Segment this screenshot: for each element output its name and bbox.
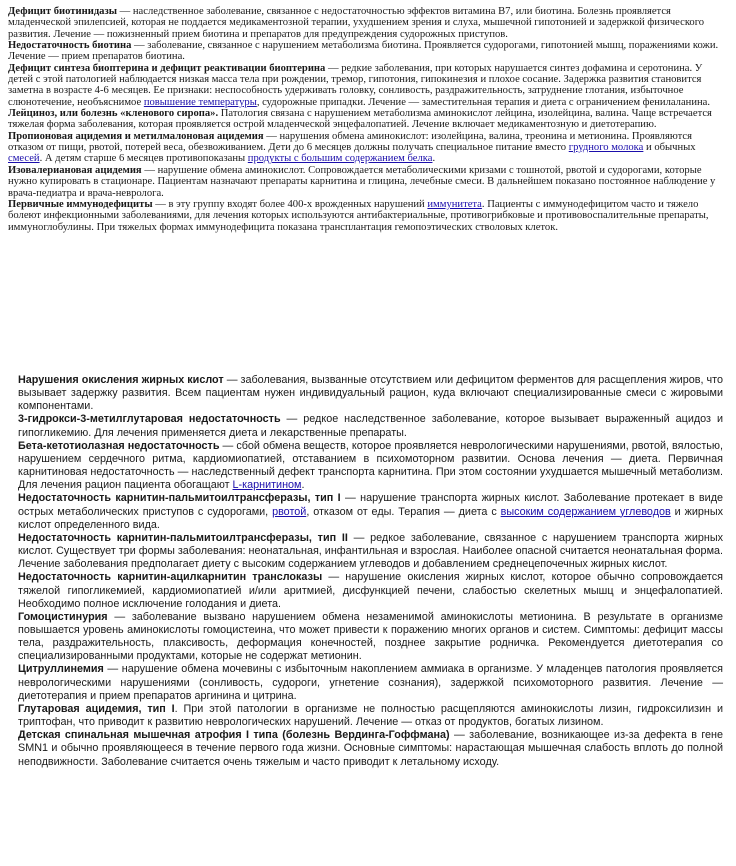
disease-entry bbox=[18, 703, 723, 729]
description-text: — заболевание, возникающее из-за дефекта в гене SMN1 и обычно проявляющееся в течение первого года жизни. Основные симптомы: нарастающая мышечная слабость вплоть до полной неподвижности. Заболевание считается очень тяжелым и часто приводит к летальному исходу. bbox=[18, 729, 723, 768]
disease-entry bbox=[18, 611, 723, 664]
link-l-carnitine[interactable]: L-карнитином bbox=[232, 479, 302, 492]
disease-term: Нарушения окисления жирных кислот bbox=[18, 374, 224, 386]
disease-term: Гомоцистинурия bbox=[18, 610, 108, 623]
disease-entry bbox=[8, 108, 726, 131]
description-text: — нарушение окисления жирных кислот, которое обычно сопровождается тяжелой гипогликемией, кардиомиопатией и/или аритмией, дисфункцией печени, слабостью скелетных мышц и энцефалопатией. Необходимо полное исключение голодания и диета. bbox=[18, 571, 723, 610]
disease-term: Первичные иммунодефициты bbox=[8, 198, 153, 210]
link-high-carb[interactable]: высоким содержанием углеводов bbox=[500, 505, 671, 518]
description-text: — заболевание вызвано нарушением обмена незаменимой аминокислоты метионина. В результате в организме повышается уровень аминокислоты гомоцистеина, что может привести к поражению многих органов и систем. Симптомы: дефицит массы тела, раздражительность, плаксивость, деформация конечностей, позднее закрытие родничка. Рекомендуется диетотерапия со специализированными продуктами, которые не содержат метионин. bbox=[18, 610, 723, 663]
disease-term: Дефицит биотинидазы bbox=[8, 6, 117, 17]
disease-entry bbox=[8, 165, 726, 199]
disease-term: 3-гидрокси-3-метилглутаровая недостаточность bbox=[18, 413, 281, 426]
disease-entry bbox=[8, 63, 726, 108]
disease-entry bbox=[8, 6, 726, 40]
description-text: — наследственное заболевание, связанное с недостаточностью эффектов витамина B7, или биотина. Болезнь проявляется младенческой эпилепсией, которая не поддается медикаментозной терапии, ухудшением зрения и слуха, мышечной гипотонией и задержкой физического развития. Лечение — пожизненный прием биотина и препаратов для предупреждения судорожных приступов. bbox=[8, 6, 705, 40]
link-fever[interactable]: повышение температуры bbox=[143, 96, 257, 108]
description-text: — нарушение обмена аминокислот. Сопровождается метаболическими кризами с тошнотой, рвотой и судорогами, которые нужно купировать в стационаре. Пациентам назначают препараты карнитина и глицина, лечебные смеси. В дальнейшем показано постоянное наблюдение у врача-педиатра и врача-невролога. bbox=[8, 164, 716, 199]
description-text: . Пациенты с иммунодефицитом часто и тяжело болеют инфекционными заболеваниями, для лечения которых используются антибактериальные, противогрибковые и противовоспалительные препараты, иммуноглобулины. При тяжелых формах иммунодефицита показана трансплантация гемопоэтических стволовых клеток. bbox=[8, 198, 709, 233]
description-text: Патология связана с нарушением метаболизма аминокислот лейцина, изолейцина, валина. Чаще встречается тяжелая форма заболевания, которая проявляется острой младенческой энцефалопатией. Лечение включает медикаментозную и диетотерапию. bbox=[8, 108, 712, 131]
description-text: — заболевание, связанное с нарушением метаболизма биотина. Проявляется судорогами, гипотонией мышц, поражениями кожи. Лечение — прием препаратов биотина. bbox=[8, 40, 719, 63]
disease-entry bbox=[18, 729, 723, 768]
description-text: — нарушение транспорта жирных кислот. Заболевание протекает в виде острых метаболических приступов с судорогами, bbox=[18, 492, 724, 518]
disease-entry bbox=[18, 374, 723, 413]
description-text: — в эту группу входят более 400-х врожденных нарушений bbox=[152, 198, 428, 210]
link-immunity[interactable]: иммунитета bbox=[427, 198, 482, 210]
disease-entry bbox=[18, 571, 723, 610]
description-text: и обычных bbox=[643, 142, 696, 154]
description-text: . bbox=[301, 479, 305, 492]
description-text: — редкое наследственное заболевание, которое вызывает выраженный ацидоз и гипогликемию. Для лечения применяется диета и лекарственные препараты. bbox=[18, 413, 723, 439]
description-text: . При этой патологии в организме не полностью расщепляются аминокислоты лизин, гидроксилизин и триптофан, что приводит к развитию неврологических нарушений. Лечение — отказ от продуктов, богатых лизином. bbox=[18, 702, 723, 729]
disease-term: Недостаточность биотина bbox=[8, 40, 132, 52]
disease-entry bbox=[8, 131, 726, 165]
link-breast-milk[interactable]: грудного молока bbox=[568, 142, 644, 154]
disease-term: Бета-кетотиолазная недостаточность bbox=[18, 439, 220, 452]
link-high-protein-foods[interactable]: продукты с большим содержанием белка bbox=[247, 153, 433, 165]
disease-entry bbox=[18, 492, 723, 531]
disease-term: Изовалериановая ацидемия bbox=[8, 164, 142, 176]
disease-entry bbox=[8, 40, 726, 63]
description-text: — нарушения обмена аминокислот: изолейцина, валина, треонина и метионина. Проявляются отказом от пищи, рвотой, потерей веса, обезвоживанием. Дети до 6 месяцев должны получать специальное питание вместо bbox=[8, 130, 692, 154]
disease-term: Глутаровая ацидемия, тип I bbox=[18, 702, 175, 715]
description-text: . А детям старше 6 месяцев противопоказаны bbox=[39, 153, 248, 165]
disease-term: Пропионовая ацидемия и метилмалоновая ацидемия bbox=[8, 130, 264, 142]
disease-term: Недостаточность карнитин-ацилкарнитин транслоказы bbox=[18, 571, 323, 584]
disease-entry bbox=[18, 532, 723, 571]
description-text: , отказом от еды. Терапия — диета с bbox=[306, 505, 501, 518]
description-text: — нарушение обмена мочевины с избыточным накоплением аммиака в организме. У младенцев патология проявляется неврологическими нарушениями (сонливость, судороги, угнетение сознания), задержкой психомоторного развития. Лечение — диетотерапия и прием препаратов аргинина и цитрина. bbox=[18, 663, 723, 702]
link-formulas[interactable]: смесей bbox=[8, 153, 40, 165]
description-text: — сбой обмена веществ, которое проявляется неврологическими нарушениями, рвотой, вялостью, нарушением сердечного ритма, кардиомиопатией, отставанием в психомоторном развитии. Основа лечения — диета. Первичная карнитиновая недостаточность — наследственный дефект транспорта карнитина. При этом состоянии ухудшается мышечный метаболизм. Для лечения рацион пациента обогащают bbox=[18, 439, 724, 492]
disease-list-upper bbox=[8, 6, 726, 233]
description-text: — редкие заболевания, при которых нарушается синтез дофамина и серотонина. У детей с этой патологией наблюдается низкая масса тела при рождении, тремор, гипотония, гипокинезия и плохое сосание. Задержка развития становится заметна в возрасте 4-6 месяцев. Ее признаки: неспособность удерживать головку, сонливость, раздражительность, затруднение глотания, избыточное слюнотечение, необъяснимое bbox=[8, 62, 703, 108]
description-text: и жирных кислот определенного вида. bbox=[18, 505, 723, 531]
disease-term: Недостаточность карнитин-пальмитоилтрансферазы, тип I bbox=[18, 492, 341, 505]
disease-entry bbox=[18, 413, 723, 439]
description-text: — редкое заболевание, связанное с нарушением транспорта жирных кислот. Существует три формы заболевания: неонатальная, инфантильная и взрослая. Наиболее опасной считается неонатальная форма. Лечение заболевания предполагает диету с высоким содержанием углеводов и добавлением среднецепочечных жирных кислот. bbox=[18, 531, 723, 571]
disease-term: Недостаточность карнитин-пальмитоилтрансферазы, тип II bbox=[18, 531, 348, 544]
disease-term: Детская спинальная мышечная атрофия I типа (болезнь Вердинга-Гоффмана) bbox=[18, 729, 450, 742]
disease-entry bbox=[8, 199, 726, 233]
link-vomiting[interactable]: рвотой bbox=[272, 505, 307, 518]
disease-term: Дефицит синтеза биоптерина и дефицит реактивации биоптерина bbox=[8, 62, 326, 74]
disease-entry bbox=[18, 663, 723, 702]
disease-term: Цитруллинемия bbox=[18, 663, 104, 676]
description-text: . bbox=[432, 153, 436, 165]
disease-entry bbox=[18, 440, 723, 493]
description-text: , судорожные припадки. Лечение — заместительная терапия и диета с ограничением фенилаланина. bbox=[256, 96, 711, 108]
disease-term: Лейциноз, или болезнь «кленового сиропа». bbox=[8, 108, 219, 120]
description-text: — заболевания, вызванные отсутствием или дефицитом ферментов для расщепления жиров, что вызывает задержку развития. Всем пациентам нужен индивидуальный рацион, куда включают специализированные смеси с жировыми компонентами. bbox=[18, 374, 723, 413]
disease-list-lower bbox=[18, 374, 723, 769]
